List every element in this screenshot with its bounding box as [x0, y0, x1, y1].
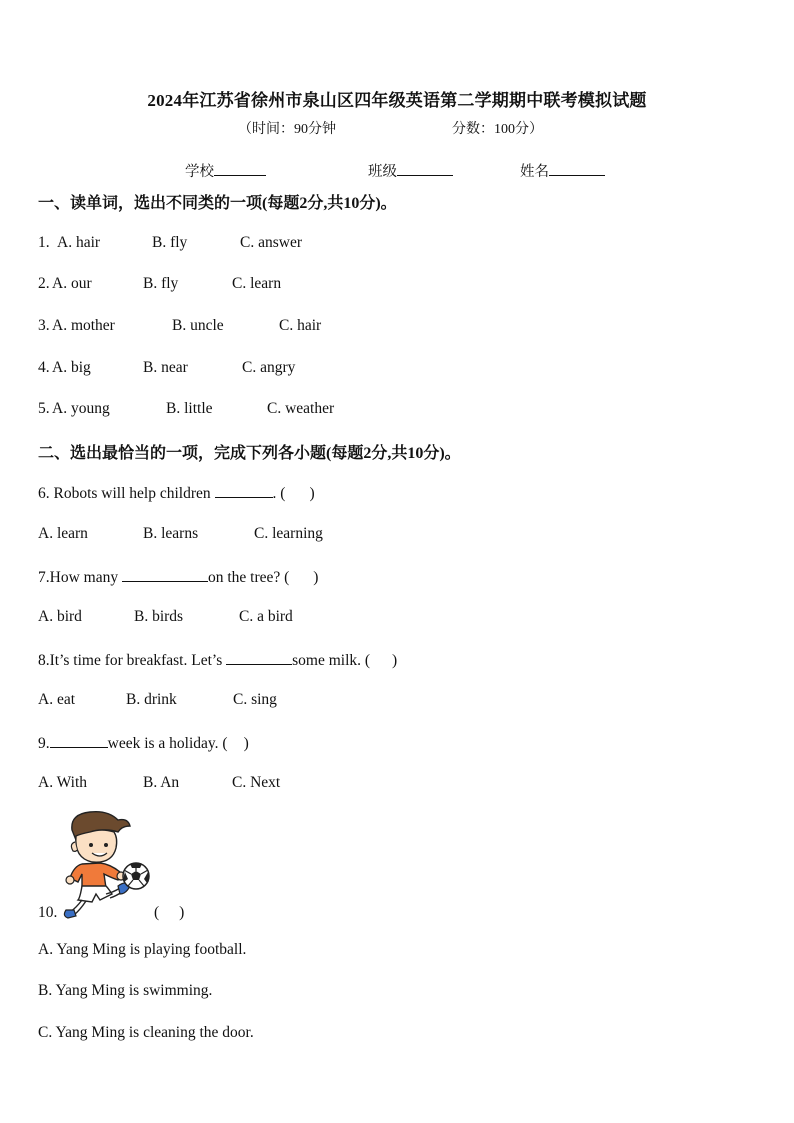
stem-text: 8.It’s time for breakfast. Let’s	[38, 652, 223, 669]
answer-blank[interactable]	[50, 733, 108, 748]
question-7-stem	[38, 567, 318, 587]
answer-blank[interactable]	[122, 567, 208, 582]
question-9-stem	[38, 733, 249, 753]
class-blank[interactable]	[397, 161, 453, 176]
stem-text-end: some milk. (	[292, 652, 371, 669]
school-blank[interactable]	[214, 161, 266, 176]
question-10-option-b[interactable]: B. Yang Ming is swimming.	[38, 982, 213, 999]
question-10-paren[interactable]	[154, 904, 184, 922]
paren-close: )	[179, 904, 185, 921]
option-a[interactable]: A. eat	[38, 691, 76, 708]
class-label: 班级	[368, 164, 397, 180]
section1-heading: 一、读单词，选出不同类的一项(每题2分,共10分)。	[38, 195, 397, 212]
option-a[interactable]: A. bird	[38, 608, 82, 625]
answer-blank[interactable]	[215, 483, 273, 498]
option-b[interactable]: B. learns	[143, 525, 199, 542]
stem-text: 9.	[38, 735, 50, 752]
exam-time: （时间：90分钟	[238, 122, 336, 137]
name-blank[interactable]	[549, 161, 605, 176]
stem-text-end: on the tree? (	[207, 569, 290, 586]
paren-close: )	[243, 735, 249, 752]
option-b[interactable]: B. little	[166, 400, 213, 417]
paren-close: )	[313, 569, 319, 586]
name-label: 姓名	[520, 164, 549, 180]
question-10-option-a[interactable]: A. Yang Ming is playing football.	[38, 941, 247, 958]
option-b[interactable]: B. An	[143, 774, 180, 791]
question-5	[38, 400, 758, 418]
option-b[interactable]: B. drink	[126, 691, 177, 708]
question-1	[38, 234, 758, 252]
paren-open: (	[154, 904, 160, 921]
option-b[interactable]: B. fly	[143, 275, 179, 292]
option-b[interactable]: B. near	[143, 359, 188, 376]
boy-playing-football-illustration	[56, 808, 156, 920]
stem-text-end: . (	[272, 485, 286, 502]
option-a[interactable]: A. With	[38, 774, 88, 791]
option-b[interactable]: B. birds	[134, 608, 184, 625]
option-b[interactable]: B. fly	[152, 234, 188, 251]
question-8-stem	[38, 650, 397, 670]
question-number: 3.	[38, 317, 50, 334]
option-c[interactable]: C. learn	[232, 275, 282, 292]
name-field[interactable]	[520, 160, 605, 181]
option-a[interactable]: A. mother	[52, 317, 115, 334]
option-c[interactable]: C. Next	[232, 774, 281, 791]
question-4	[38, 359, 758, 377]
stem-text: 6. Robots will help children	[38, 485, 211, 502]
stem-text-end: week is a holiday. (	[107, 735, 228, 752]
question-10-option-c[interactable]: C. Yang Ming is cleaning the door.	[38, 1024, 254, 1041]
school-label: 学校	[185, 164, 214, 180]
question-number: 5.	[38, 400, 50, 417]
option-a[interactable]: A. our	[52, 275, 92, 292]
option-c[interactable]: C. answer	[240, 234, 302, 251]
page-title: 2024年江苏省徐州市泉山区四年级英语第二学期期中联考模拟试题	[147, 91, 647, 110]
option-c[interactable]: C. angry	[242, 359, 296, 376]
school-field[interactable]	[185, 160, 266, 181]
option-a[interactable]: A. learn	[38, 525, 88, 542]
answer-blank[interactable]	[226, 650, 292, 665]
option-c[interactable]: C. learning	[254, 525, 323, 542]
question-number: 1.	[38, 234, 50, 251]
class-field[interactable]	[368, 160, 453, 181]
question-number: 4.	[38, 359, 50, 376]
question-6-stem	[38, 483, 315, 503]
option-c[interactable]: C. hair	[279, 317, 322, 334]
paren-close: )	[309, 485, 315, 502]
option-c[interactable]: C. sing	[233, 691, 277, 708]
option-a[interactable]: A. big	[52, 359, 91, 376]
exam-score: 分数：100分）	[452, 122, 543, 137]
paren-close: )	[392, 652, 398, 669]
stem-text: 7.How many	[38, 569, 119, 586]
option-b[interactable]: B. uncle	[172, 317, 224, 334]
option-a[interactable]: A. young	[52, 400, 110, 417]
option-c[interactable]: C. a bird	[239, 608, 293, 625]
question-3	[38, 317, 758, 335]
option-a[interactable]: A. hair	[57, 234, 101, 251]
section2-heading: 二、选出最恰当的一项，完成下列各小题(每题2分,共10分)。	[38, 445, 461, 462]
question-number: 2.	[38, 275, 50, 292]
option-c[interactable]: C. weather	[267, 400, 335, 417]
question-2	[38, 275, 758, 293]
question-10-number: 10.	[38, 904, 58, 921]
